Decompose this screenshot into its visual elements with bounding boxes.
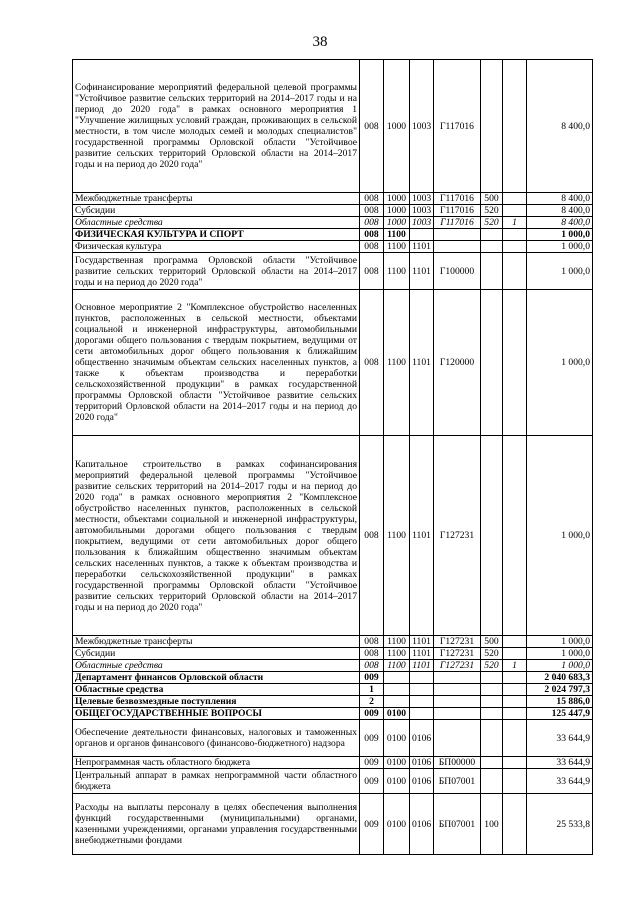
row-fund-source-code: [503, 648, 527, 660]
row-target-article-code: БП07001: [434, 794, 481, 855]
row-subsection-code: [410, 708, 434, 720]
row-fund-source-code: [503, 241, 527, 253]
row-section-code: 0100: [384, 794, 410, 855]
row-amount: 2 040 683,3: [527, 672, 593, 684]
row-target-article-code: Г120000: [434, 290, 481, 436]
row-description: Межбюджетные трансферты: [73, 193, 360, 205]
table-row: [73, 636, 593, 648]
row-target-article-code: [434, 696, 481, 708]
row-ministry-code: 009: [360, 708, 384, 720]
row-description: Целевые безвозмездные поступления: [73, 696, 360, 708]
budget-table-body: [73, 60, 593, 855]
row-amount: 1 000,0: [527, 253, 593, 290]
row-description: Областные средства: [73, 684, 360, 696]
row-section-code: 1000: [384, 217, 410, 229]
row-expense-type-code: 520: [481, 660, 503, 672]
row-subsection-code: 1101: [410, 290, 434, 436]
row-expense-type-code: [481, 757, 503, 769]
row-section-code: 1000: [384, 193, 410, 205]
row-fund-source-code: [503, 229, 527, 241]
row-ministry-code: 008: [360, 217, 384, 229]
table-row: [73, 684, 593, 696]
row-amount: 1 000,0: [527, 290, 593, 436]
table-row: [73, 794, 593, 855]
row-description: Капитальное строительство в рамках софинансирования мероприятий федеральной целевой программы "Устойчивое развитие сельских территорий на 2014–2017 годы и на период до 2020 года" в рамках основного мероприятия 2 "Комплексное обустройство населенных пунктов, расположенных в сельской местности, объектами социальной и инженерной инфраструктуры, автомобильными дорогами общего пользования с твердым покрытием, ведущими от сети автомобильных дорог общего пользования к ближайшим общественно значимым объектам сельских населенных пунктов, а также к объектам производства и переработки сельскохозяйственной продукции" в рамках государственной программы Орловской области "Устойчивое развитие сельских территорий Орловской области на 2014–2017 годы и на период до 2020 года": [73, 436, 360, 636]
table-row: [73, 708, 593, 720]
row-subsection-code: 1003: [410, 205, 434, 217]
row-description: Областные средства: [73, 660, 360, 672]
row-amount: 1 000,0: [527, 636, 593, 648]
row-target-article-code: Г127231: [434, 660, 481, 672]
row-amount: 1 000,0: [527, 660, 593, 672]
row-target-article-code: [434, 684, 481, 696]
row-description: Субсидии: [73, 205, 360, 217]
row-fund-source-code: [503, 290, 527, 436]
table-row: [73, 660, 593, 672]
page-number: 38: [312, 34, 328, 50]
row-expense-type-code: [481, 253, 503, 290]
row-fund-source-code: [503, 193, 527, 205]
row-section-code: 1100: [384, 253, 410, 290]
row-section-code: 0100: [384, 720, 410, 757]
table-row: [73, 720, 593, 757]
row-target-article-code: [434, 708, 481, 720]
row-description: Областные средства: [73, 217, 360, 229]
row-amount: 15 886,0: [527, 696, 593, 708]
row-description: Непрограммная часть областного бюджета: [73, 757, 360, 769]
row-ministry-code: 008: [360, 436, 384, 636]
row-subsection-code: 1003: [410, 217, 434, 229]
row-description: Физическая культура: [73, 241, 360, 253]
table-row: [73, 290, 593, 436]
row-amount: 2 024 797,3: [527, 684, 593, 696]
row-subsection-code: [410, 684, 434, 696]
row-ministry-code: 008: [360, 290, 384, 436]
row-amount: 1 000,0: [527, 229, 593, 241]
row-expense-type-code: 500: [481, 636, 503, 648]
table-row: [73, 229, 593, 241]
row-section-code: 1100: [384, 290, 410, 436]
row-ministry-code: 008: [360, 60, 384, 193]
row-fund-source-code: [503, 720, 527, 757]
row-expense-type-code: 500: [481, 193, 503, 205]
row-target-article-code: Г100000: [434, 253, 481, 290]
table-row: [73, 672, 593, 684]
row-expense-type-code: [481, 696, 503, 708]
row-fund-source-code: [503, 672, 527, 684]
row-expense-type-code: [481, 241, 503, 253]
row-ministry-code: 008: [360, 205, 384, 217]
row-amount: 8 400,0: [527, 205, 593, 217]
row-section-code: 1100: [384, 241, 410, 253]
row-expense-type-code: [481, 672, 503, 684]
row-section-code: 0100: [384, 708, 410, 720]
row-amount: 1 000,0: [527, 648, 593, 660]
row-fund-source-code: [503, 769, 527, 794]
row-amount: 25 533,8: [527, 794, 593, 855]
row-description: Субсидии: [73, 648, 360, 660]
row-expense-type-code: [481, 60, 503, 193]
row-target-article-code: БП07001: [434, 769, 481, 794]
row-fund-source-code: 1: [503, 660, 527, 672]
row-section-code: 1000: [384, 205, 410, 217]
row-ministry-code: 009: [360, 757, 384, 769]
row-target-article-code: Г127231: [434, 436, 481, 636]
row-description: Межбюджетные трансферты: [73, 636, 360, 648]
row-amount: 1 000,0: [527, 241, 593, 253]
row-ministry-code: 008: [360, 253, 384, 290]
row-subsection-code: 1101: [410, 648, 434, 660]
row-subsection-code: 1101: [410, 636, 434, 648]
row-description: Обеспечение деятельности финансовых, налоговых и таможенных органов и органов финансового (финансово-бюджетного) надзора: [73, 720, 360, 757]
row-description: Софинансирование мероприятий федеральной целевой программы "Устойчивое развитие сельских территорий на 2014–2017 годы и на период до 2020 года" в рамках основного мероприятия 1 "Улучшение жилищных условий граждан, проживающих в сельской местности, в том числе молодых семей и молодых специалистов" государственной программы Орловской области "Устойчивое развитие сельских территорий Орловской области на 2014–2017 годы и на период до 2020 года": [73, 60, 360, 193]
row-ministry-code: 008: [360, 193, 384, 205]
row-amount: 8 400,0: [527, 193, 593, 205]
row-section-code: 1000: [384, 60, 410, 193]
table-row: [73, 217, 593, 229]
row-section-code: [384, 684, 410, 696]
table-row: [73, 60, 593, 193]
row-ministry-code: 009: [360, 672, 384, 684]
row-description: ФИЗИЧЕСКАЯ КУЛЬТУРА И СПОРТ: [73, 229, 360, 241]
table-row: [73, 193, 593, 205]
row-fund-source-code: [503, 60, 527, 193]
row-amount: 33 644,9: [527, 769, 593, 794]
row-ministry-code: 009: [360, 720, 384, 757]
row-section-code: [384, 672, 410, 684]
row-subsection-code: 1101: [410, 660, 434, 672]
row-fund-source-code: [503, 636, 527, 648]
row-expense-type-code: 520: [481, 648, 503, 660]
row-subsection-code: 1101: [410, 436, 434, 636]
row-target-article-code: Г127231: [434, 648, 481, 660]
row-fund-source-code: [503, 696, 527, 708]
row-fund-source-code: [503, 708, 527, 720]
row-target-article-code: Г117016: [434, 60, 481, 193]
row-subsection-code: [410, 696, 434, 708]
row-expense-type-code: [481, 436, 503, 636]
row-fund-source-code: [503, 436, 527, 636]
row-target-article-code: Г117016: [434, 193, 481, 205]
table-row: [73, 241, 593, 253]
row-description: Основное мероприятие 2 "Комплексное обустройство населенных пунктов, расположенных в сельской местности, объектами социальной и инженерной инфраструктуры, автомобильными дорогами общего пользования с твердым покрытием, ведущими от сети автомобильных дорог общего пользования к ближайшим общественно значимым объектам сельских населенных пунктов, а также к объектам производства и переработки сельскохозяйственной продукции" в рамках государственной программы Орловской области "Устойчивое развитие сельских территорий Орловской области на 2014–2017 годы и на период до 2020 года": [73, 290, 360, 436]
table-row: [73, 253, 593, 290]
row-subsection-code: 1101: [410, 253, 434, 290]
row-subsection-code: 1101: [410, 241, 434, 253]
row-description: Расходы на выплаты персоналу в целях обеспечения выполнения функций государственными (муниципальными) органами, казенными учреждениями, органами управления государственными внебюджетными фондами: [73, 794, 360, 855]
row-section-code: [384, 696, 410, 708]
row-section-code: 1100: [384, 648, 410, 660]
row-subsection-code: [410, 672, 434, 684]
row-amount: 125 447,9: [527, 708, 593, 720]
row-description: Государственная программа Орловской области "Устойчивое развитие сельских территорий Орловской области на 2014–2017 годы и на период до 2020 года": [73, 253, 360, 290]
row-expense-type-code: [481, 720, 503, 757]
row-expense-type-code: [481, 684, 503, 696]
row-amount: 33 644,9: [527, 757, 593, 769]
row-target-article-code: Г117016: [434, 217, 481, 229]
row-amount: 8 400,0: [527, 60, 593, 193]
row-section-code: 0100: [384, 757, 410, 769]
row-target-article-code: [434, 672, 481, 684]
table-row: [73, 205, 593, 217]
row-fund-source-code: [503, 757, 527, 769]
table-row: [73, 648, 593, 660]
row-expense-type-code: [481, 229, 503, 241]
row-subsection-code: 0106: [410, 720, 434, 757]
row-fund-source-code: [503, 205, 527, 217]
row-fund-source-code: [503, 794, 527, 855]
row-description: ОБЩЕГОСУДАРСТВЕННЫЕ ВОПРОСЫ: [73, 708, 360, 720]
table-row: [73, 757, 593, 769]
row-fund-source-code: [503, 684, 527, 696]
row-ministry-code: 008: [360, 636, 384, 648]
row-fund-source-code: 1: [503, 217, 527, 229]
row-expense-type-code: 520: [481, 217, 503, 229]
row-subsection-code: 0106: [410, 794, 434, 855]
row-subsection-code: 1003: [410, 193, 434, 205]
row-subsection-code: [410, 229, 434, 241]
row-subsection-code: 0106: [410, 769, 434, 794]
row-ministry-code: 009: [360, 769, 384, 794]
row-section-code: 0100: [384, 769, 410, 794]
row-subsection-code: 0106: [410, 757, 434, 769]
row-section-code: 1100: [384, 436, 410, 636]
row-ministry-code: 008: [360, 648, 384, 660]
row-ministry-code: 008: [360, 229, 384, 241]
row-target-article-code: Г127231: [434, 636, 481, 648]
row-target-article-code: [434, 229, 481, 241]
row-expense-type-code: [481, 769, 503, 794]
row-expense-type-code: [481, 708, 503, 720]
table-row: [73, 436, 593, 636]
row-description: Центральный аппарат в рамках непрограммной части областного бюджета: [73, 769, 360, 794]
row-section-code: 1100: [384, 660, 410, 672]
table-row: [73, 696, 593, 708]
table-row: [73, 769, 593, 794]
row-target-article-code: БП00000: [434, 757, 481, 769]
row-subsection-code: 1003: [410, 60, 434, 193]
row-expense-type-code: [481, 290, 503, 436]
row-fund-source-code: [503, 253, 527, 290]
row-amount: 1 000,0: [527, 436, 593, 636]
budget-table: [72, 59, 593, 855]
row-section-code: 1100: [384, 229, 410, 241]
row-description: Департамент финансов Орловской области: [73, 672, 360, 684]
row-amount: 8 400,0: [527, 217, 593, 229]
row-ministry-code: 009: [360, 794, 384, 855]
row-target-article-code: [434, 720, 481, 757]
row-expense-type-code: 520: [481, 205, 503, 217]
row-ministry-code: 008: [360, 241, 384, 253]
row-target-article-code: [434, 241, 481, 253]
row-amount: 33 644,9: [527, 720, 593, 757]
row-target-article-code: Г117016: [434, 205, 481, 217]
row-ministry-code: 2: [360, 696, 384, 708]
row-ministry-code: 008: [360, 660, 384, 672]
row-expense-type-code: 100: [481, 794, 503, 855]
row-ministry-code: 1: [360, 684, 384, 696]
row-section-code: 1100: [384, 636, 410, 648]
